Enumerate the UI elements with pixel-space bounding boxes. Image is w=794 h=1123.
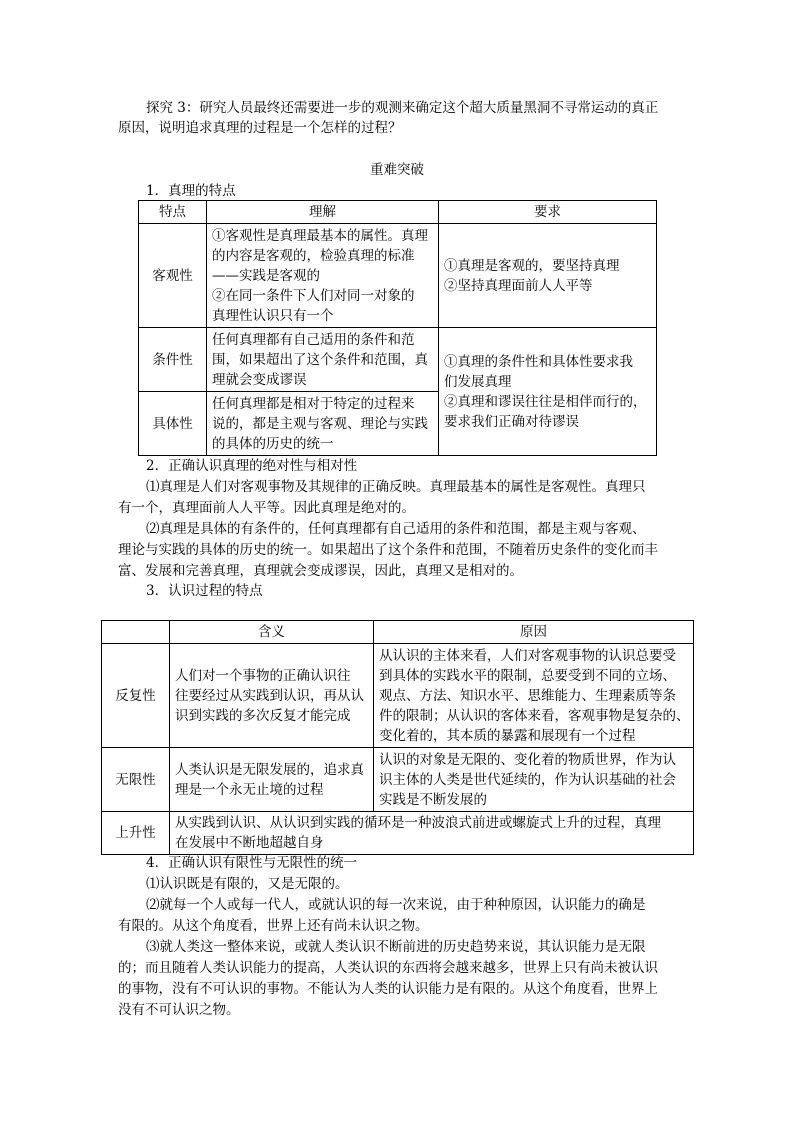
inquiry-3-line-1: 探究 3：研究人员最终还需要进一步的观测来确定这个超大质量黑洞不寻常运动的真正 — [146, 100, 659, 116]
row-feature-infinite: 无限性 — [102, 748, 170, 812]
inquiry-3-line-2: 原因，说明追求真理的过程是一个怎样的过程？ — [118, 120, 402, 136]
col-header-meaning: 含义 — [170, 621, 374, 644]
col-header-understanding: 理解 — [207, 201, 439, 224]
line: 从实践到认识、从认识到实践的循环是一种波浪式前进或螺旋式上升的过程，真理 — [175, 815, 661, 831]
line: 的内容是客观的，检验真理的标准 — [212, 247, 415, 264]
cell-understanding — [207, 392, 439, 456]
cell-understanding — [207, 328, 439, 392]
table-row — [102, 644, 694, 748]
sec3-heading: 3．认识过程的特点 — [146, 583, 263, 599]
cell-meaning — [170, 644, 374, 748]
line: ——实践是客观的 — [212, 267, 320, 284]
truth-features-table — [138, 200, 657, 456]
sec4-p3-line3: 的事物，没有不可认识的事物。不能认为人类的认识能力是有限的。从这个角度看，世界上 — [118, 981, 658, 997]
line: 说的，都是主观与客观、理论与实践 — [212, 415, 428, 432]
sec4-heading: 4．正确认识有限性与无限性的统一 — [146, 855, 358, 871]
line: 到具体的实践水平的限制，总要受到不同的立场、 — [379, 667, 676, 684]
line: 的具体的历史的统一 — [212, 435, 334, 452]
cell-understanding — [207, 224, 439, 328]
line: 识到实践的多次反复才能完成 — [175, 707, 351, 724]
line: 任何真理都是相对于特定的过程来 — [212, 395, 415, 412]
cell-meaning — [170, 748, 374, 812]
sec1-heading: 1．真理的特点 — [146, 183, 236, 199]
sec4-p3-line2: 的；而且随着人类认识能力的提高，人类认识的东西将会越来越多，世界上只有尚未被认识 — [118, 960, 658, 976]
row-feature-concrete: 具体性 — [139, 392, 207, 456]
line: 往要经过从实践到认识，再从认 — [175, 687, 364, 704]
line: 识主体的人类是世代延续的，作为认识基础的社会 — [379, 771, 676, 788]
sec2-p1-line2: 有一个，真理面前人人平等。因此真理是绝对的。 — [118, 500, 415, 516]
table-row — [102, 812, 694, 855]
line: 从认识的主体来看，人们对客观事物的认识总要受 — [379, 647, 676, 664]
table-row — [139, 328, 657, 392]
cognition-process-table — [101, 620, 694, 855]
sec2-p2-line2: 理论与实践的具体的历史的统一。如果超出了这个条件和范围，不随着历史条件的变化而丰 — [118, 542, 658, 558]
line: 要求我们正确对待谬误 — [444, 413, 579, 430]
line: 围，如果超出了这个条件和范围，真 — [212, 351, 428, 368]
row-feature-ascending: 上升性 — [102, 812, 170, 855]
line: 实践是不断发展的 — [379, 791, 487, 808]
cell-reason — [374, 644, 694, 748]
row-feature-repetitive: 反复性 — [102, 644, 170, 748]
line: ①客观性是真理最基本的属性。真理 — [212, 227, 428, 244]
sec2-p2-line3: 富、发展和完善真理，真理就会变成谬误，因此，真理又是相对的。 — [118, 563, 523, 579]
sec2-heading: 2．正确认识真理的绝对性与相对性 — [146, 458, 358, 474]
col-header-reason: 原因 — [374, 621, 694, 644]
cell-requirement — [439, 224, 657, 328]
line: 在发展中不断地超越自身 — [175, 835, 324, 851]
line: ②在同一条件下人们对同一对象的 — [212, 287, 415, 304]
cell-reason — [374, 748, 694, 812]
sec2-p1-line1: ⑴真理是人们对客观事物及其规律的正确反映。真理最基本的属性是客观性。真理只 — [146, 479, 646, 495]
sec4-p3-line4: 没有不可认识之物。 — [118, 1002, 240, 1018]
line: 变化着的，其本质的暴露和展现有一个过程 — [379, 727, 636, 744]
line: ②坚持真理面前人人平等 — [444, 277, 593, 294]
line: 观点、方法、知识水平、思维能力、生理素质等条 — [379, 687, 676, 704]
col-header-blank — [102, 621, 170, 644]
line: ①真理的条件性和具体性要求我 — [444, 353, 633, 370]
row-feature-conditional: 条件性 — [139, 328, 207, 392]
col-header-feature: 特点 — [139, 201, 207, 224]
line: 真理性认识只有一个 — [212, 307, 334, 324]
row-feature-objective: 客观性 — [139, 224, 207, 328]
line: 件的限制；从认识的客体来看，客观事物是复杂的、 — [379, 707, 690, 724]
line: 们发展真理 — [444, 373, 512, 390]
cell-merged — [170, 812, 694, 855]
line: 理是一个永无止境的过程 — [175, 781, 324, 798]
line: 认识的对象是无限的、变化着的物质世界，作为认 — [379, 751, 676, 768]
line: ②真理和谬误往往是相伴而行的， — [444, 393, 647, 410]
line: 任何真理都有自己适用的条件和范 — [212, 331, 415, 348]
cell-shared-requirement — [439, 328, 657, 456]
sec2-p2-line1: ⑵真理是具体的有条件的，任何真理都有自己适用的条件和范围，都是主观与客观、 — [146, 521, 646, 537]
table-row — [102, 748, 694, 812]
inquiry-3-cont — [118, 118, 402, 138]
line: 人类认识是无限发展的，追求真 — [175, 761, 364, 778]
col-header-requirement: 要求 — [439, 201, 657, 224]
sec4-p3-line1: ⑶就人类这一整体来说，或就人类认识不断前进的历史趋势来说，其认识能力是无限 — [146, 939, 646, 955]
sec4-p2-line1: ⑵就每一个人或每一代人，或就认识的每一次来说，由于种种原因，认识能力的确是 — [146, 897, 646, 913]
sec4-p2-line2: 有限的。从这个角度看，世界上还有尚未认识之物。 — [118, 918, 429, 934]
table-row — [139, 224, 657, 328]
line: 理就会变成谬误 — [212, 371, 307, 388]
line: ①真理是客观的，要坚持真理 — [444, 257, 620, 274]
section-title: 重难突破 — [370, 162, 424, 178]
line: 人们对一个事物的正确认识往 — [175, 667, 351, 684]
inquiry-3 — [146, 98, 658, 118]
sec4-p1: ⑴认识既是有限的，又是无限的。 — [146, 876, 349, 892]
